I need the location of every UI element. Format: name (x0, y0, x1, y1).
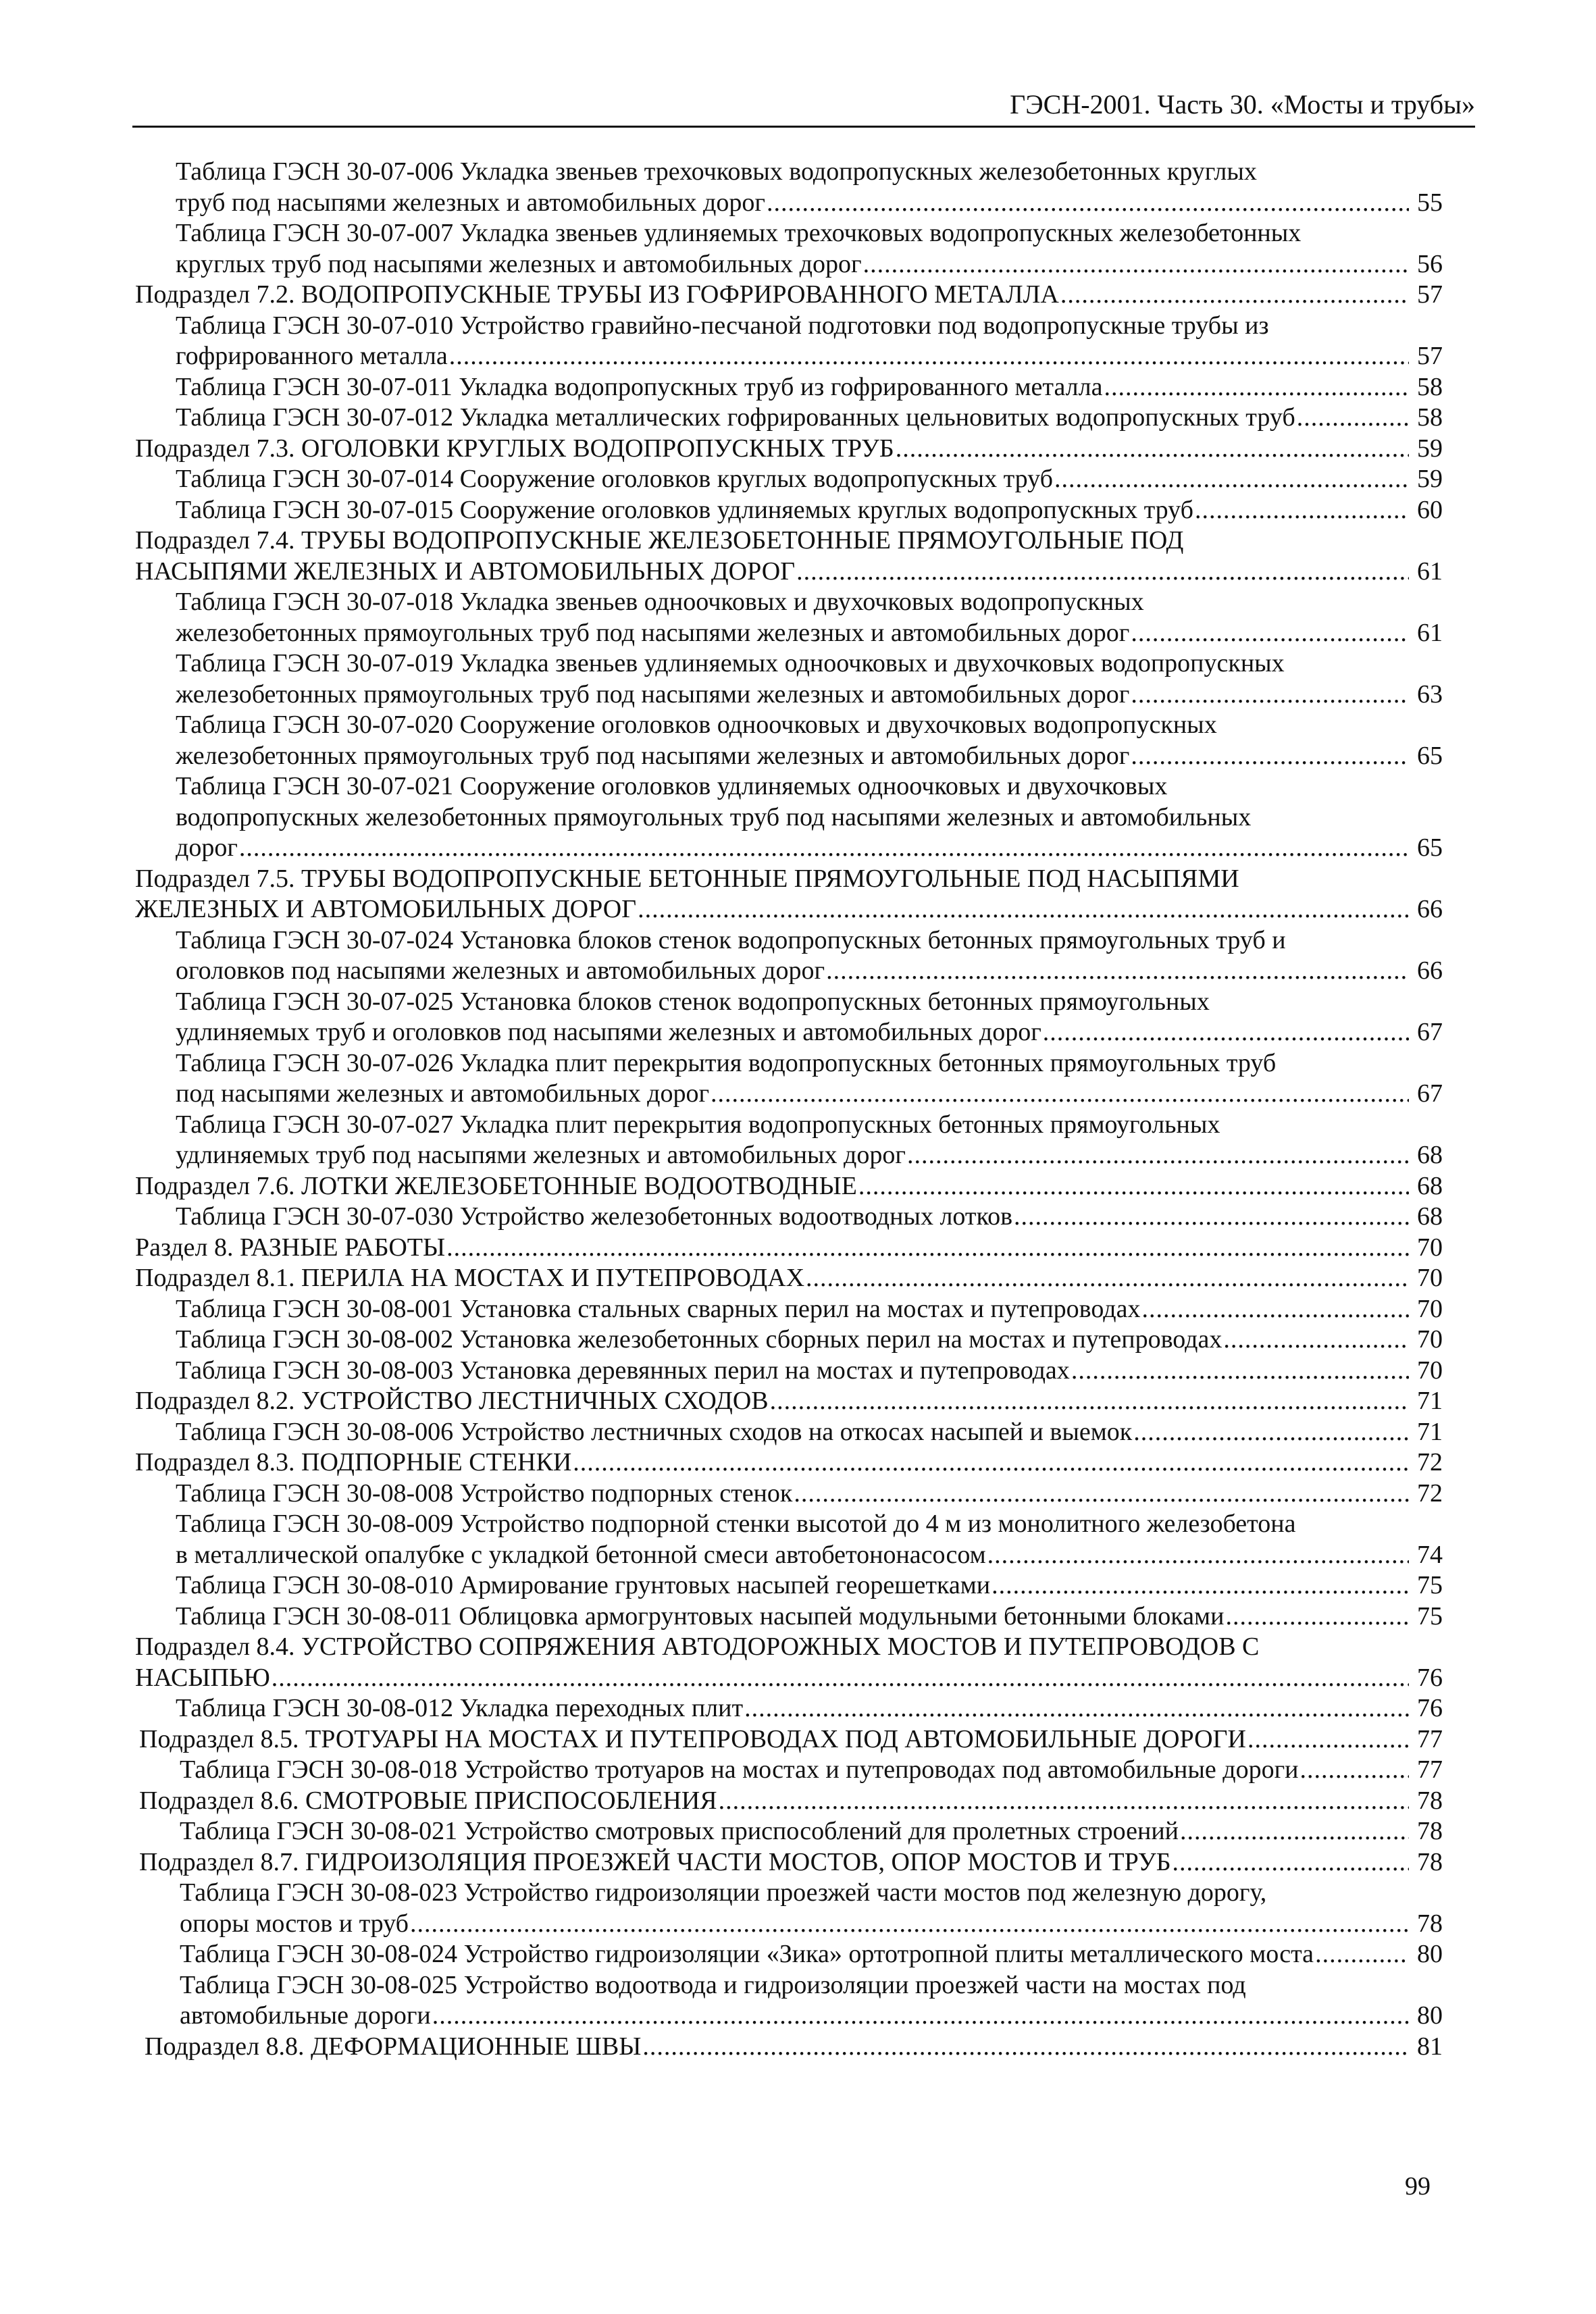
toc-entry-text: Подраздел 8.2. УСТРОЙСТВО ЛЕСТНИЧНЫХ СХОДОВ (135, 1387, 769, 1415)
toc-entry-text: Подраздел 8.5. ТРОТУАРЫ НА МОСТАХ И ПУТЕПРОВОДАХ ПОД АВТОМОБИЛЬНЫЕ ДОРОГИ (139, 1724, 1246, 1753)
header-rule (132, 126, 1475, 128)
dot-leader (239, 833, 1409, 864)
toc-entry-text: Таблица ГЭСН 30-07-006 Укладка звеньев трехочковых водопропускных железобетонных круглых (176, 157, 1257, 186)
toc-entry-text: Таблица ГЭСН 30-08-012 Укладка переходных плит (176, 1694, 744, 1722)
toc-section-entry (135, 1233, 1443, 1264)
toc-entry-text: Таблица ГЭСН 30-08-001 Установка стальных сварных перил на мостах и путепроводах (176, 1294, 1141, 1323)
toc-entry-text: Раздел 8. РАЗНЫЕ РАБОТЫ (135, 1233, 446, 1262)
toc-entry-text: удлиняемых труб под насыпями железных и автомобильных дорог (176, 1141, 906, 1169)
toc-entry-text: труб под насыпями железных и автомобильных дорог (176, 188, 765, 217)
toc-section-entry (135, 1632, 1443, 1693)
toc-page-ref: 61 (1417, 618, 1443, 647)
dot-leader (1247, 1724, 1409, 1755)
dot-leader (826, 956, 1409, 987)
running-header: ГЭСН-2001. Часть 30. «Мосты и трубы» (1010, 89, 1475, 120)
dot-leader (1043, 1017, 1409, 1048)
toc-entry-text: Таблица ГЭСН 30-07-025 Установка блоков стенок водопропускных бетонных прямоугольных (176, 987, 1210, 1016)
toc-section-entry (135, 1724, 1443, 1755)
toc-entry-text: круглых труб под насыпями железных и автомобильных дорог (176, 249, 862, 278)
toc-entry-text: ЖЕЛЕЗНЫХ И АВТОМОБИЛЬНЫХ ДОРОГ (135, 895, 637, 923)
toc-entry-text: дорог (176, 833, 238, 862)
toc-entry-text: Таблица ГЭСН 30-08-008 Устройство подпорных стенок (176, 1479, 793, 1508)
toc-entry-text: железобетонных прямоугольных труб под насыпями железных и автомобильных дорог (176, 679, 1130, 709)
toc-entry-text: в металлической опалубке с укладкой бетонной смеси автобетононасосом (176, 1540, 986, 1569)
page-number: 99 (1405, 2172, 1431, 2201)
toc-page-ref: 74 (1417, 1540, 1443, 1569)
dot-leader (796, 557, 1409, 588)
toc-entry-text: Подраздел 7.5. ТРУБЫ ВОДОПРОПУСКНЫЕ БЕТОННЫЕ ПРЯМОУГОЛЬНЫЕ ПОД НАСЫПЯМИ (135, 864, 1239, 893)
toc-page-ref: 59 (1417, 465, 1443, 493)
toc-page-ref: 78 (1417, 1817, 1443, 1845)
toc-table-entry (135, 1755, 1443, 1786)
toc-table-entry (135, 1570, 1443, 1601)
toc-page-ref: 78 (1417, 1786, 1443, 1815)
toc-table-entry (135, 1479, 1443, 1510)
dot-leader (767, 188, 1409, 219)
toc-section-entry (135, 434, 1443, 465)
toc-page-ref: 78 (1417, 1909, 1443, 1938)
toc-page-ref: 58 (1417, 372, 1443, 401)
dot-leader (987, 1540, 1409, 1571)
toc-entry-text: Таблица ГЭСН 30-07-024 Установка блоков стенок водопропускных бетонных прямоугольных труб и (176, 925, 1286, 954)
toc-table-entry (135, 495, 1443, 526)
dot-leader (1133, 1417, 1409, 1448)
dot-leader (1014, 1202, 1409, 1233)
toc-entry-text: Таблица ГЭСН 30-07-018 Укладка звеньев одноочковых и двухочковых водопропускных (176, 588, 1144, 616)
toc-entry-text: Подраздел 8.6. СМОТРОВЫЕ ПРИСПОСОБЛЕНИЯ (139, 1786, 717, 1815)
toc-entry-text: Таблица ГЭСН 30-08-024 Устройство гидроизоляции «Зика» ортотропной плиты металлического моста (180, 1940, 1314, 1968)
toc-page-ref: 66 (1417, 895, 1443, 923)
toc-page-ref: 70 (1417, 1356, 1443, 1385)
dot-leader (1054, 464, 1409, 495)
dot-leader (863, 249, 1409, 280)
dot-leader (719, 1786, 1409, 1817)
toc-page-ref: 66 (1417, 956, 1443, 985)
toc-table-entry (135, 311, 1443, 372)
toc-entry-text: Таблица ГЭСН 30-08-002 Установка железобетонных сборных перил на мостах и путепроводах (176, 1325, 1222, 1354)
toc-section-entry (135, 864, 1443, 925)
toc-page-ref: 70 (1417, 1264, 1443, 1292)
dot-leader (858, 1171, 1409, 1202)
toc-page-ref: 61 (1417, 557, 1443, 586)
toc-table-entry (135, 1417, 1443, 1448)
toc-section-entry (135, 1786, 1443, 1817)
dot-leader (1300, 1755, 1409, 1786)
toc-table-entry (135, 1294, 1443, 1325)
toc-entry-text: Таблица ГЭСН 30-08-009 Устройство подпорной стенки высотой до 4 м из монолитного железобетона (176, 1510, 1296, 1538)
toc-table-entry (135, 1939, 1443, 1970)
toc-entry-text: Таблица ГЭСН 30-07-021 Сооружение оголовков удлиняемых одноочковых и двухочковых (176, 772, 1168, 800)
toc-page-ref: 75 (1417, 1601, 1443, 1630)
toc-entry-text: оголовков под насыпями железных и автомобильных дорог (176, 956, 825, 985)
toc-entry-text: водопропускных железобетонных прямоугольных труб под насыпями железных и автомобильных (176, 802, 1252, 831)
dot-leader (794, 1479, 1409, 1510)
toc-entry-text: Таблица ГЭСН 30-07-026 Укладка плит перекрытия водопропускных бетонных прямоугольных труб (176, 1048, 1277, 1077)
dot-leader (1315, 1939, 1409, 1970)
toc-page-ref: 68 (1417, 1202, 1443, 1231)
toc-entry-text: Таблица ГЭСН 30-08-006 Устройство лестничных сходов на откосах насыпей и выемок (176, 1417, 1133, 1446)
toc-page-ref: 81 (1417, 2032, 1443, 2061)
toc-table-entry (135, 464, 1443, 495)
toc-table-entry (135, 1970, 1443, 2032)
toc-table-entry (135, 1110, 1443, 1171)
toc-entry-text: гофрированного металла (176, 342, 448, 370)
toc-table-entry (135, 710, 1443, 771)
toc-page-ref: 67 (1417, 1018, 1443, 1046)
table-of-contents (135, 157, 1443, 2062)
toc-entry-text: Таблица ГЭСН 30-08-021 Устройство смотровых приспособлений для пролетных строений (180, 1817, 1179, 1845)
toc-entry-text: железобетонных прямоугольных труб под насыпями железных и автомобильных дорог (176, 741, 1130, 770)
dot-leader (446, 1233, 1409, 1264)
toc-entry-text: Таблица ГЭСН 30-07-010 Устройство гравийно-песчаной подготовки под водопропускные трубы из (176, 311, 1269, 340)
toc-page-ref: 75 (1417, 1571, 1443, 1599)
toc-entry-text: Подраздел 8.7. ГИДРОИЗОЛЯЦИЯ ПРОЕЗЖЕЙ ЧАСТИ МОСТОВ, ОПОР МОСТОВ И ТРУБ (139, 1847, 1171, 1876)
toc-entry-text: Таблица ГЭСН 30-08-023 Устройство гидроизоляции проезжей части мостов под железную дорогу, (180, 1878, 1267, 1907)
dot-leader (1104, 372, 1409, 403)
dot-leader (907, 1140, 1409, 1171)
toc-table-entry (135, 1601, 1443, 1632)
toc-table-entry (135, 1048, 1443, 1110)
toc-table-entry (135, 1509, 1443, 1570)
dot-leader (449, 341, 1409, 372)
toc-table-entry (135, 648, 1443, 710)
toc-page-ref: 68 (1417, 1141, 1443, 1169)
toc-entry-text: Таблица ГЭСН 30-08-003 Установка деревянных перил на мостах и путепроводах (176, 1356, 1070, 1385)
toc-section-entry (135, 1447, 1443, 1479)
toc-page-ref: 77 (1417, 1724, 1443, 1753)
toc-page-ref: 71 (1417, 1417, 1443, 1446)
toc-page-ref: 76 (1417, 1694, 1443, 1722)
toc-entry-text: Таблица ГЭСН 30-07-027 Укладка плит перекрытия водопропускных бетонных прямоугольных (176, 1110, 1220, 1139)
dot-leader (638, 894, 1409, 925)
toc-page-ref: 77 (1417, 1755, 1443, 1784)
toc-table-entry (135, 218, 1443, 280)
dot-leader (1180, 1816, 1409, 1847)
toc-entry-text: удлиняемых труб и оголовков под насыпями железных и автомобильных дорог (176, 1018, 1041, 1046)
toc-entry-text: Таблица ГЭСН 30-08-010 Армирование грунтовых насыпей георешетками (176, 1571, 991, 1599)
dot-leader (744, 1693, 1409, 1724)
dot-leader (642, 2032, 1409, 2063)
toc-table-entry (135, 1878, 1443, 1939)
toc-page-ref: 58 (1417, 403, 1443, 432)
dot-leader (432, 2001, 1409, 2032)
dot-leader (573, 1447, 1409, 1479)
toc-page-ref: 63 (1417, 679, 1443, 709)
toc-entry-text: Таблица ГЭСН 30-07-020 Сооружение оголовков одноочковых и двухочковых водопропускных (176, 711, 1217, 739)
dot-leader (1060, 280, 1409, 311)
toc-page-ref: 70 (1417, 1294, 1443, 1323)
toc-page-ref: 68 (1417, 1171, 1443, 1200)
toc-page-ref: 60 (1417, 495, 1443, 524)
toc-entry-text: Таблица ГЭСН 30-07-007 Укладка звеньев удлиняемых трехочковых водопропускных железобетонных (176, 219, 1302, 247)
dot-leader (1141, 1294, 1409, 1325)
toc-page-ref: 55 (1417, 188, 1443, 217)
toc-page-ref: 72 (1417, 1479, 1443, 1508)
toc-entry-text: Таблица ГЭСН 30-07-011 Укладка водопропускных труб из гофрированного металла (176, 372, 1103, 401)
toc-page-ref: 80 (1417, 2001, 1443, 2030)
toc-entry-text: Подраздел 7.3. ОГОЛОВКИ КРУГЛЫХ ВОДОПРОПУСКНЫХ ТРУБ (135, 434, 894, 463)
dot-leader (806, 1263, 1409, 1294)
toc-section-entry (135, 280, 1443, 311)
toc-table-entry (135, 1325, 1443, 1356)
toc-entry-text: железобетонных прямоугольных труб под насыпями железных и автомобильных дорог (176, 618, 1130, 647)
toc-entry-text: Таблица ГЭСН 30-08-025 Устройство водоотвода и гидроизоляции проезжей части на мостах под (180, 1970, 1246, 1999)
toc-table-entry (135, 1693, 1443, 1724)
toc-section-entry (135, 2032, 1443, 2063)
toc-section-entry (135, 1847, 1443, 1878)
toc-entry-text: Таблица ГЭСН 30-07-019 Укладка звеньев удлиняемых одноочковых и двухочковых водопропускных (176, 649, 1285, 677)
toc-table-entry (135, 1202, 1443, 1233)
dot-leader (1131, 618, 1409, 649)
toc-table-entry (135, 771, 1443, 864)
toc-page-ref: 70 (1417, 1325, 1443, 1354)
toc-entry-text: Подраздел 7.2. ВОДОПРОПУСКНЫЕ ТРУБЫ ИЗ ГОФРИРОВАННОГО МЕТАЛЛА (135, 280, 1059, 309)
toc-table-entry (135, 925, 1443, 987)
dot-leader (992, 1570, 1409, 1601)
toc-entry-text: под насыпями железных и автомобильных дорог (176, 1079, 710, 1108)
toc-entry-text: Подраздел 7.6. ЛОТКИ ЖЕЛЕЗОБЕТОННЫЕ ВОДООТВОДНЫЕ (135, 1171, 857, 1200)
toc-section-entry (135, 1263, 1443, 1294)
dot-leader (1225, 1601, 1409, 1632)
toc-entry-text: автомобильные дороги (180, 2001, 431, 2030)
toc-entry-text: Таблица ГЭСН 30-07-030 Устройство железобетонных водоотводных лотков (176, 1202, 1013, 1231)
toc-entry-text: НАСЫПЯМИ ЖЕЛЕЗНЫХ И АВТОМОБИЛЬНЫХ ДОРОГ (135, 557, 796, 586)
toc-table-entry (135, 157, 1443, 218)
dot-leader (272, 1663, 1409, 1694)
toc-entry-text: Таблица ГЭСН 30-08-018 Устройство тротуаров на мостах и путепроводах под автомобильные дороги (180, 1755, 1299, 1784)
toc-table-entry (135, 1816, 1443, 1847)
toc-page-ref: 78 (1417, 1847, 1443, 1876)
toc-entry-text: Подраздел 8.4. УСТРОЙСТВО СОПРЯЖЕНИЯ АВТОДОРОЖНЫХ МОСТОВ И ПУТЕПРОВОДОВ С (135, 1632, 1260, 1661)
toc-entry-text: Таблица ГЭСН 30-08-011 Облицовка армогрунтовых насыпей модульными бетонными блоками (176, 1601, 1225, 1630)
toc-entry-text: Подраздел 8.3. ПОДПОРНЫЕ СТЕНКИ (135, 1448, 572, 1476)
toc-section-entry (135, 1386, 1443, 1417)
toc-page-ref: 80 (1417, 1940, 1443, 1968)
dot-leader (1297, 403, 1409, 434)
toc-entry-text: Подраздел 8.8. ДЕФОРМАЦИОННЫЕ ШВЫ (145, 2032, 642, 2061)
toc-entry-text: Подраздел 7.4. ТРУБЫ ВОДОПРОПУСКНЫЕ ЖЕЛЕЗОБЕТОННЫЕ ПРЯМОУГОЛЬНЫЕ ПОД (135, 526, 1184, 555)
toc-page-ref: 76 (1417, 1663, 1443, 1692)
toc-page-ref: 67 (1417, 1079, 1443, 1108)
toc-table-entry (135, 987, 1443, 1048)
toc-table-entry (135, 587, 1443, 648)
dot-leader (711, 1079, 1409, 1110)
toc-table-entry (135, 403, 1443, 434)
toc-entry-text: опоры мостов и труб (180, 1909, 409, 1938)
toc-entry-text: Таблица ГЭСН 30-07-015 Сооружение оголовков удлиняемых круглых водопропускных труб (176, 495, 1193, 524)
toc-table-entry (135, 1356, 1443, 1387)
dot-leader (1131, 741, 1409, 772)
dot-leader (1223, 1325, 1409, 1356)
toc-page-ref: 65 (1417, 833, 1443, 862)
toc-entry-text: Таблица ГЭСН 30-07-012 Укладка металлических гофрированных цельновитых водопропускных труб (176, 403, 1295, 432)
dot-leader (896, 434, 1409, 465)
dot-leader (410, 1909, 1409, 1940)
toc-section-entry (135, 1171, 1443, 1202)
toc-page-ref: 59 (1417, 434, 1443, 463)
toc-page-ref: 57 (1417, 342, 1443, 370)
dot-leader (1071, 1356, 1409, 1387)
dot-leader (1195, 495, 1409, 526)
dot-leader (1131, 679, 1409, 711)
toc-entry-text: Подраздел 8.1. ПЕРИЛА НА МОСТАХ И ПУТЕПРОВОДАХ (135, 1264, 805, 1292)
toc-page-ref: 57 (1417, 280, 1443, 309)
toc-page-ref: 72 (1417, 1448, 1443, 1476)
toc-entry-text: НАСЫПЬЮ (135, 1663, 270, 1692)
dot-leader (770, 1386, 1409, 1417)
toc-page-ref: 71 (1417, 1387, 1443, 1415)
dot-leader (1173, 1847, 1409, 1878)
toc-page-ref: 70 (1417, 1233, 1443, 1262)
toc-page-ref: 56 (1417, 249, 1443, 278)
toc-entry-text: Таблица ГЭСН 30-07-014 Сооружение оголовков круглых водопропускных труб (176, 465, 1053, 493)
toc-section-entry (135, 525, 1443, 587)
toc-table-entry (135, 372, 1443, 403)
toc-page-ref: 65 (1417, 741, 1443, 770)
